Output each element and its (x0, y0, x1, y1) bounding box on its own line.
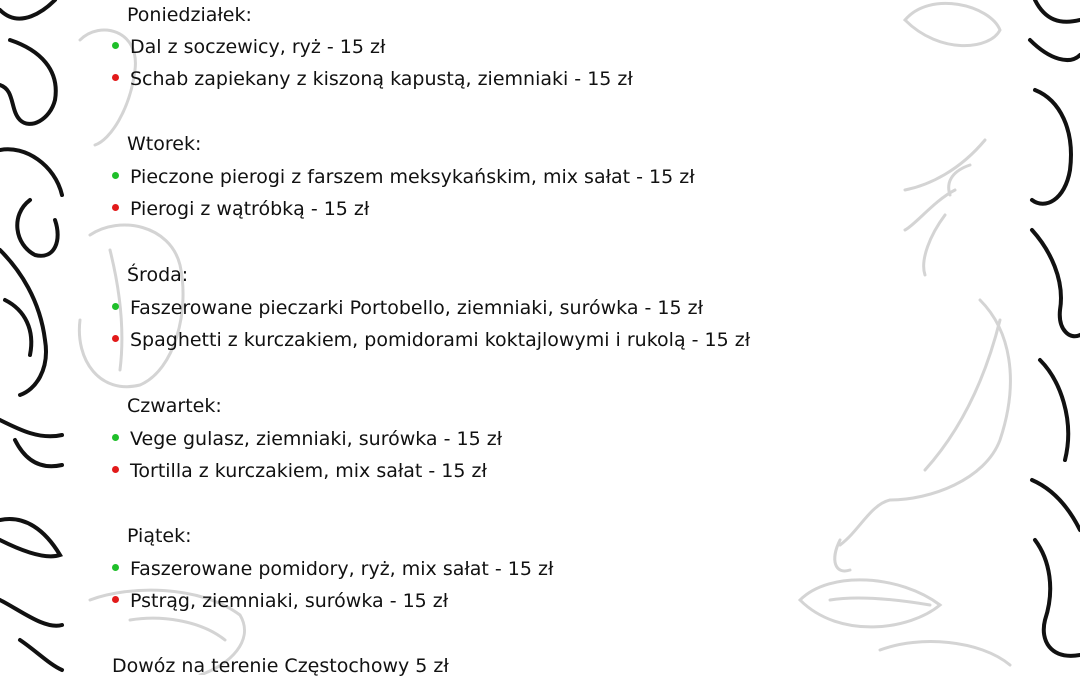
dish-item (112, 328, 750, 352)
dish-item (112, 427, 502, 451)
dish-label: Pstrąg, ziemniaki, surówka - 15 zł (130, 590, 449, 612)
day-heading-friday: Piątek: (127, 525, 192, 547)
meat-bullet-icon (112, 335, 119, 342)
day-heading-wednesday: Środa: (127, 264, 189, 286)
dish-item (112, 35, 385, 59)
dish-item (112, 165, 695, 189)
dish-label: Schab zapiekany z kiszoną kapustą, ziemniaki - 15 zł (130, 68, 633, 90)
dish-label: Faszerowane pieczarki Portobello, ziemniaki, surówka - 15 zł (130, 297, 703, 319)
meat-bullet-icon (112, 596, 119, 603)
dish-label: Pieczone pierogi z farszem meksykańskim, mix sałat - 15 zł (130, 166, 695, 188)
vege-bullet-icon (112, 303, 119, 310)
vege-bullet-icon (112, 172, 119, 179)
dish-label: Faszerowane pomidory, ryż, mix sałat - 15 zł (130, 558, 554, 580)
dish-item (112, 459, 487, 483)
vege-bullet-icon (112, 564, 119, 571)
day-heading-tuesday: Wtorek: (127, 133, 202, 155)
dish-label: Vege gulasz, ziemniaki, surówka - 15 zł (130, 428, 503, 450)
dish-item (112, 557, 553, 581)
dish-item (112, 296, 703, 320)
dish-label: Tortilla z kurczakiem, mix sałat - 15 zł (130, 460, 487, 482)
dish-label: Spaghetti z kurczakiem, pomidorami koktajlowymi i rukolą - 15 zł (130, 329, 751, 351)
day-heading-thursday: Czwartek: (127, 395, 222, 417)
dish-item (112, 197, 369, 221)
vege-bullet-icon (112, 42, 119, 49)
meat-bullet-icon (112, 204, 119, 211)
dish-item (112, 67, 633, 91)
meat-bullet-icon (112, 466, 119, 473)
vege-bullet-icon (112, 434, 119, 441)
delivery-note: Dowóz na terenie Częstochowy 5 zł (112, 655, 449, 677)
dish-label: Pierogi z wątróbką - 15 zł (130, 198, 370, 220)
dish-item (112, 589, 448, 613)
dish-label: Dal z soczewicy, ryż - 15 zł (130, 36, 386, 58)
day-heading-monday: Poniedziałek: (127, 4, 252, 26)
meat-bullet-icon (112, 74, 119, 81)
